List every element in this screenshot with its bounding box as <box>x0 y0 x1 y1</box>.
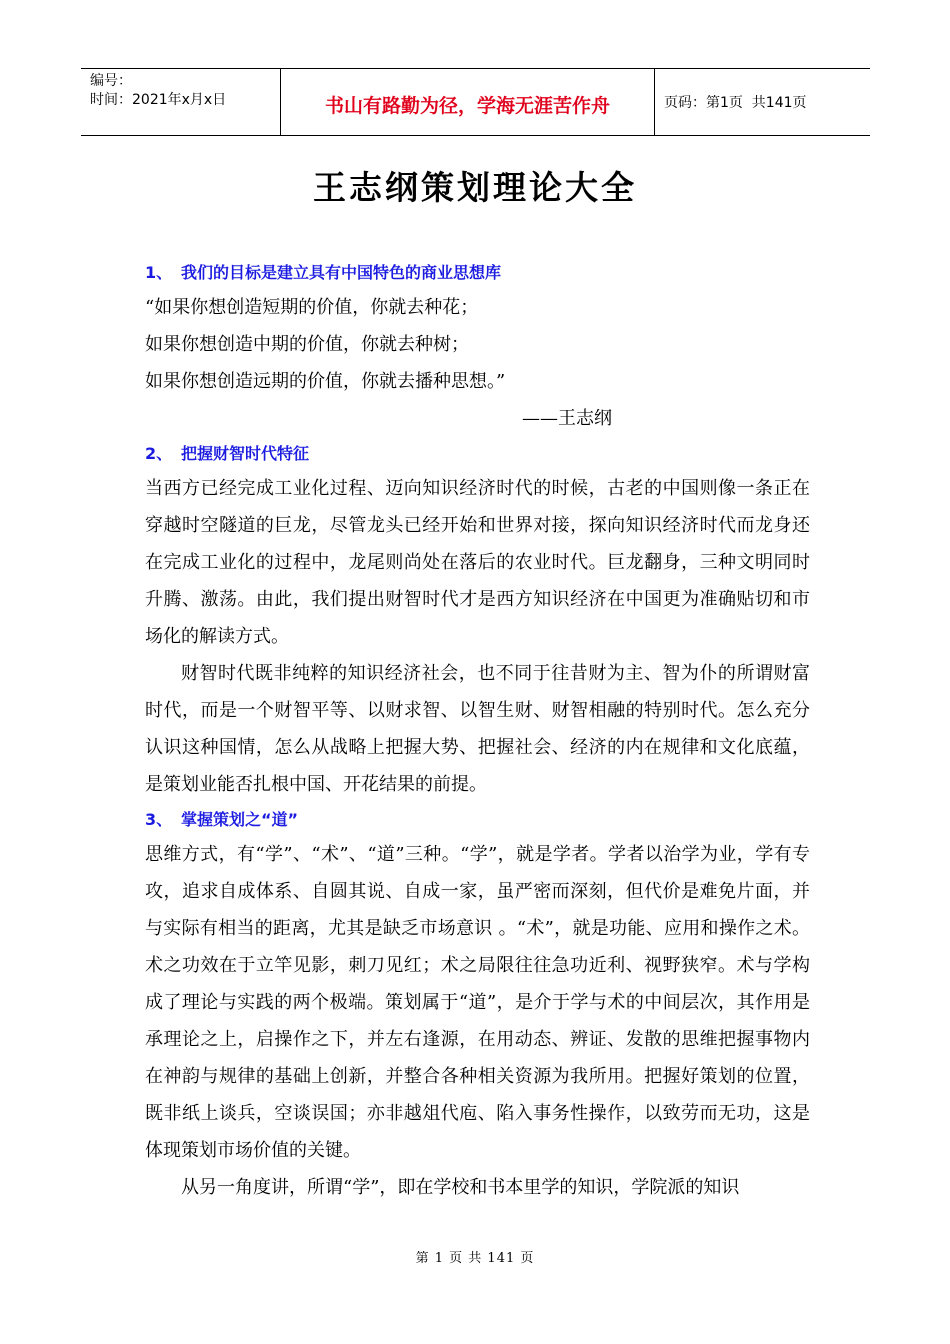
header-meta <box>81 69 281 135</box>
section-number: 2、 <box>145 444 173 463</box>
paragraph: 当西方已经完成工业化过程、迈向知识经济时代的时候，古老的中国则像一条正在穿越时空隧道的巨龙，尽管龙头已经开始和世界对接，探向知识经济时代而龙身还在完成工业化的过程中，龙尾则尚处在落后的农业时代。巨龙翻身，三种文明同时升腾、激荡。由此，我们提出财智时代才是西方知识经济在中国更为准确贴切和市场化的解读方式。 <box>145 478 810 647</box>
section-heading <box>145 256 810 289</box>
quote-line: “如果你想创造短期的价值，你就去种花； <box>145 297 479 318</box>
document-body <box>145 256 810 1206</box>
section-number: 3、 <box>145 810 173 829</box>
document-title: 王志纲策划理论大全 <box>313 168 637 207</box>
section-heading-text: 把握财智时代特征 <box>181 444 310 463</box>
quote-line: 如果你想创造中期的价值，你就去种树； <box>145 334 469 355</box>
paragraph: 思维方式，有“学”、“术”、“道”三种。“学”，就是学者。学者以治学为业，学有专攻，追求自成体系、自圆其说、自成一家，虽严密而深刻，但代价是难免片面，并与实际有相当的距离，尤其是缺乏市场意识 。“术”，就是功能、应用和操作之术。术之功效在于立竿见影，刺刀见红；术之局限往往急功近利、视野狭窄。术与学构成了理论与实践的两个极端。策划属于“道”，是介于学与术的中间层次，其作用是承理论之上，启操作之下，并左右逢源，在用动态、辨证、发散的思维把握事物内在神韵与规律的基础上创新，并整合各种相关资源为我所用。把握好策划的位置，既非纸上谈兵，空谈误国；亦非越俎代庖、陷入事务性操作，以致劳而无功，这是体现策划市场价值的关键。 <box>145 844 810 1161</box>
section-heading <box>145 803 810 836</box>
page-footer: 第 1 页 共 141 页 <box>415 1251 535 1266</box>
section-number: 1、 <box>145 263 173 282</box>
quote-line: 如果你想创造远期的价值，你就去播种思想。” <box>145 371 506 392</box>
paragraph: 财智时代既非纯粹的知识经济社会，也不同于往昔财为主、智为仆的所谓财富时代，而是一个财智平等、以财求智、以智生财、财智相融的特别时代。怎么充分认识这种国情，怎么从战略上把握大势、把握社会、经济的内在规律和文化底蕴，是策划业能否扎根中国、开花结果的前提。 <box>145 663 810 795</box>
header-page-info <box>655 69 870 135</box>
document-time-label: 时间：2021年x月x日 <box>90 92 227 108</box>
page-header <box>81 68 870 136</box>
section-heading-text: 我们的目标是建立具有中国特色的商业思想库 <box>181 263 502 282</box>
section-heading-text: 掌握策划之“道” <box>181 810 299 829</box>
document-number-label: 编号： <box>90 73 132 89</box>
section-heading <box>145 437 810 470</box>
quote-signature: ——王志纲 <box>522 408 612 429</box>
header-page-info-text: 页码：第1页 共141页 <box>664 95 807 111</box>
header-motto: 书山有路勤为径，学海无涯苦作舟 <box>281 69 655 135</box>
paragraph: 从另一角度讲，所谓“学”，即在学校和书本里学的知识，学院派的知识 <box>181 1177 740 1198</box>
